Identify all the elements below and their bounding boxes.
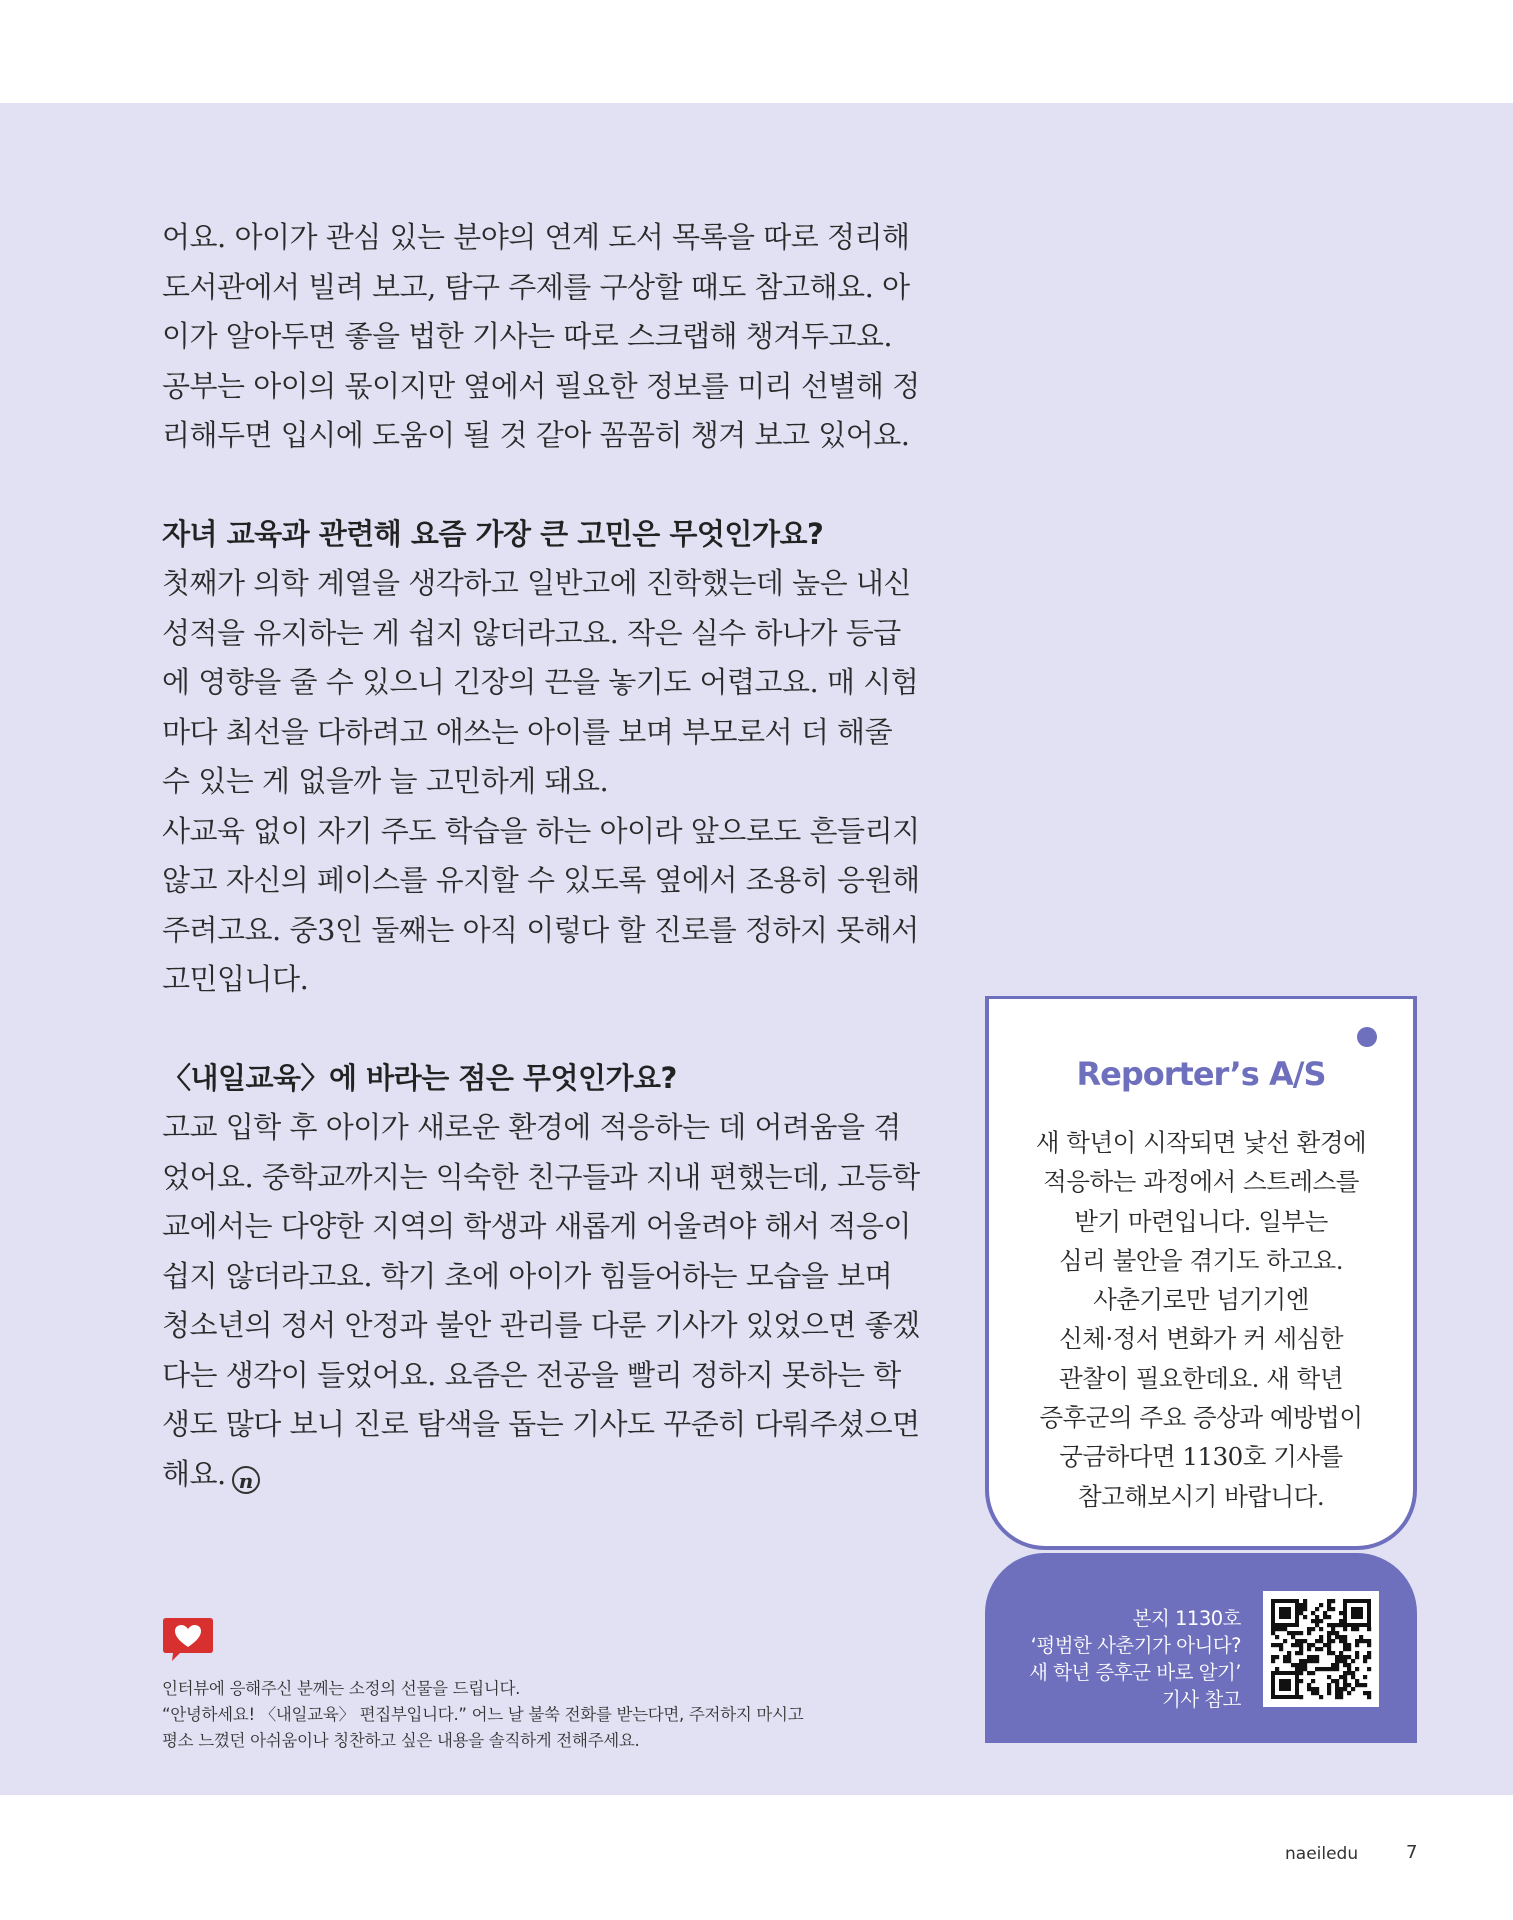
gift-line-1: 인터뷰에 응해주신 분께는 소정의 선물을 드립니다.	[162, 1679, 521, 1698]
text-line: 마다 최선을 다하려고 애쓰는 아이를 보며 부모로서 더 해줄	[162, 714, 893, 749]
text-line: 사교육 없이 자기 주도 학습을 하는 아이라 앞으로도 흔들리지	[162, 813, 920, 848]
reporter-as-line: 새 학년이 시작되면 낯선 환경에	[1035, 1128, 1367, 1157]
qr-reference-line: ‘평범한 사춘기가 아니다?	[1030, 1634, 1241, 1657]
paragraph-concerns-2	[162, 807, 920, 1005]
reporter-as-line: 관찰이 필요한데요. 새 학년	[1059, 1363, 1343, 1393]
paragraph-wishes	[162, 1103, 920, 1499]
reporter-as-body	[989, 1123, 1413, 1516]
gift-notice	[162, 1616, 822, 1754]
reporter-as-line: 적응하는 과정에서 스트레스를	[1043, 1167, 1359, 1197]
gift-line-3: 평소 느꼈던 아쉬움이나 칭찬하고 싶은 내용을 솔직하게 전해주세요.	[162, 1731, 640, 1750]
qr-code-icon[interactable]	[1263, 1591, 1379, 1707]
dot-icon	[1357, 1027, 1377, 1047]
text-line: 청소년의 정서 안정과 불안 관리를 다룬 기사가 있었으면 좋겠	[162, 1308, 920, 1342]
text-line: 성적을 유지하는 게 쉽지 않더라고요. 작은 실수 하나가 등급	[162, 615, 901, 650]
page-number: 7	[1406, 1842, 1418, 1863]
text-line: 다는 생각이 들었어요. 요즘은 전공을 빨리 정하지 못하는 학	[162, 1357, 901, 1392]
reporter-as-line: 증후군의 주요 증상과 예방법이	[1039, 1403, 1363, 1433]
text-line: 교에서는 다양한 지역의 학생과 새롭게 어울려야 해서 적응이	[162, 1209, 911, 1243]
text-line: 고교 입학 후 아이가 새로운 환경에 적응하는 데 어려움을 겪	[162, 1110, 901, 1144]
end-mark-icon: n	[232, 1466, 260, 1494]
reporter-as-line: 신체·정서 변화가 커 세심한	[1059, 1324, 1343, 1354]
text-line: 이가 알아두면 좋을 법한 기사는 따로 스크랩해 챙겨두고요.	[162, 319, 893, 353]
text-line: 고민입니다.	[162, 962, 309, 996]
text-line: 어요. 아이가 관심 있는 분야의 연계 도서 목록을 따로 정리해	[162, 220, 910, 254]
reporter-as-title: Reporter’s A/S	[1076, 1055, 1326, 1093]
paragraph-intro	[162, 213, 920, 461]
reporter-as-line: 궁금하다면 1130호 기사를	[1059, 1442, 1343, 1472]
question-heading-concerns: 자녀 교육과 관련해 요즘 가장 큰 고민은 무엇인가요?	[162, 516, 824, 551]
reporter-as-line: 받기 마련입니다. 일부는	[1074, 1206, 1328, 1236]
reporter-as-line: 심리 불안을 겪기도 하고요.	[1059, 1245, 1343, 1275]
text-line: 않고 자신의 페이스를 유지할 수 있도록 옆에서 조용히 응원해	[162, 863, 920, 897]
text-line: 수 있는 게 없을까 늘 고민하게 돼요.	[162, 764, 609, 798]
qr-reference-line: 기사 참고	[1161, 1688, 1241, 1711]
text-line: 었어요. 중학교까지는 익숙한 친구들과 지내 편했는데, 고등학	[162, 1159, 920, 1194]
text-line: 에 영향을 줄 수 있으니 긴장의 끈을 놓기도 어렵고요. 매 시험	[162, 665, 919, 699]
footer-brand: naeiledu	[1285, 1844, 1359, 1864]
text-line: 쉽지 않더라고요. 학기 초에 아이가 힘들어하는 모습을 보며	[162, 1258, 893, 1293]
text-line: 리해두면 입시에 도움이 될 것 같아 꼼꼼히 챙겨 보고 있어요.	[162, 418, 910, 452]
qr-reference-text	[1029, 1605, 1241, 1713]
text-line: 공부는 아이의 몫이지만 옆에서 필요한 정보를 미리 선별해 정	[162, 368, 920, 403]
reporter-as-box	[985, 996, 1417, 1550]
heart-speech-bubble-icon	[162, 1616, 214, 1660]
qr-reference-line: 본지 1130호	[1132, 1607, 1241, 1630]
text-line: 생도 많다 보니 진로 탐색을 돕는 기사도 꾸준히 다뤄주셨으면	[162, 1407, 920, 1441]
article-body	[162, 213, 920, 1499]
paragraph-concerns-1	[162, 559, 919, 807]
reporter-as-line: 사춘기로만 넘기기엔	[1093, 1285, 1309, 1315]
question-heading-wishes: 〈내일교육〉에 바라는 점은 무엇인가요?	[162, 1060, 677, 1095]
qr-reference-line: 새 학년 증후군 바로 알기’	[1029, 1661, 1241, 1684]
gift-line-2: “안녕하세요! 〈내일교육〉 편집부입니다.” 어느 날 불쑥 전화를 받는다면, 주저하지 마시고	[162, 1705, 804, 1724]
text-line: 첫째가 의학 계열을 생각하고 일반고에 진학했는데 높은 내신	[162, 566, 911, 600]
text-line: 해요. n	[162, 1450, 862, 1500]
qr-reference-box	[985, 1553, 1417, 1743]
text-line: 주려고요. 중3인 둘째는 아직 이렇다 할 진로를 정하지 못해서	[162, 912, 919, 947]
reporter-as-line: 참고해보시기 바랍니다.	[1077, 1481, 1325, 1511]
text-line: 도서관에서 빌려 보고, 탐구 주제를 구상할 때도 참고해요. 아	[162, 269, 910, 304]
